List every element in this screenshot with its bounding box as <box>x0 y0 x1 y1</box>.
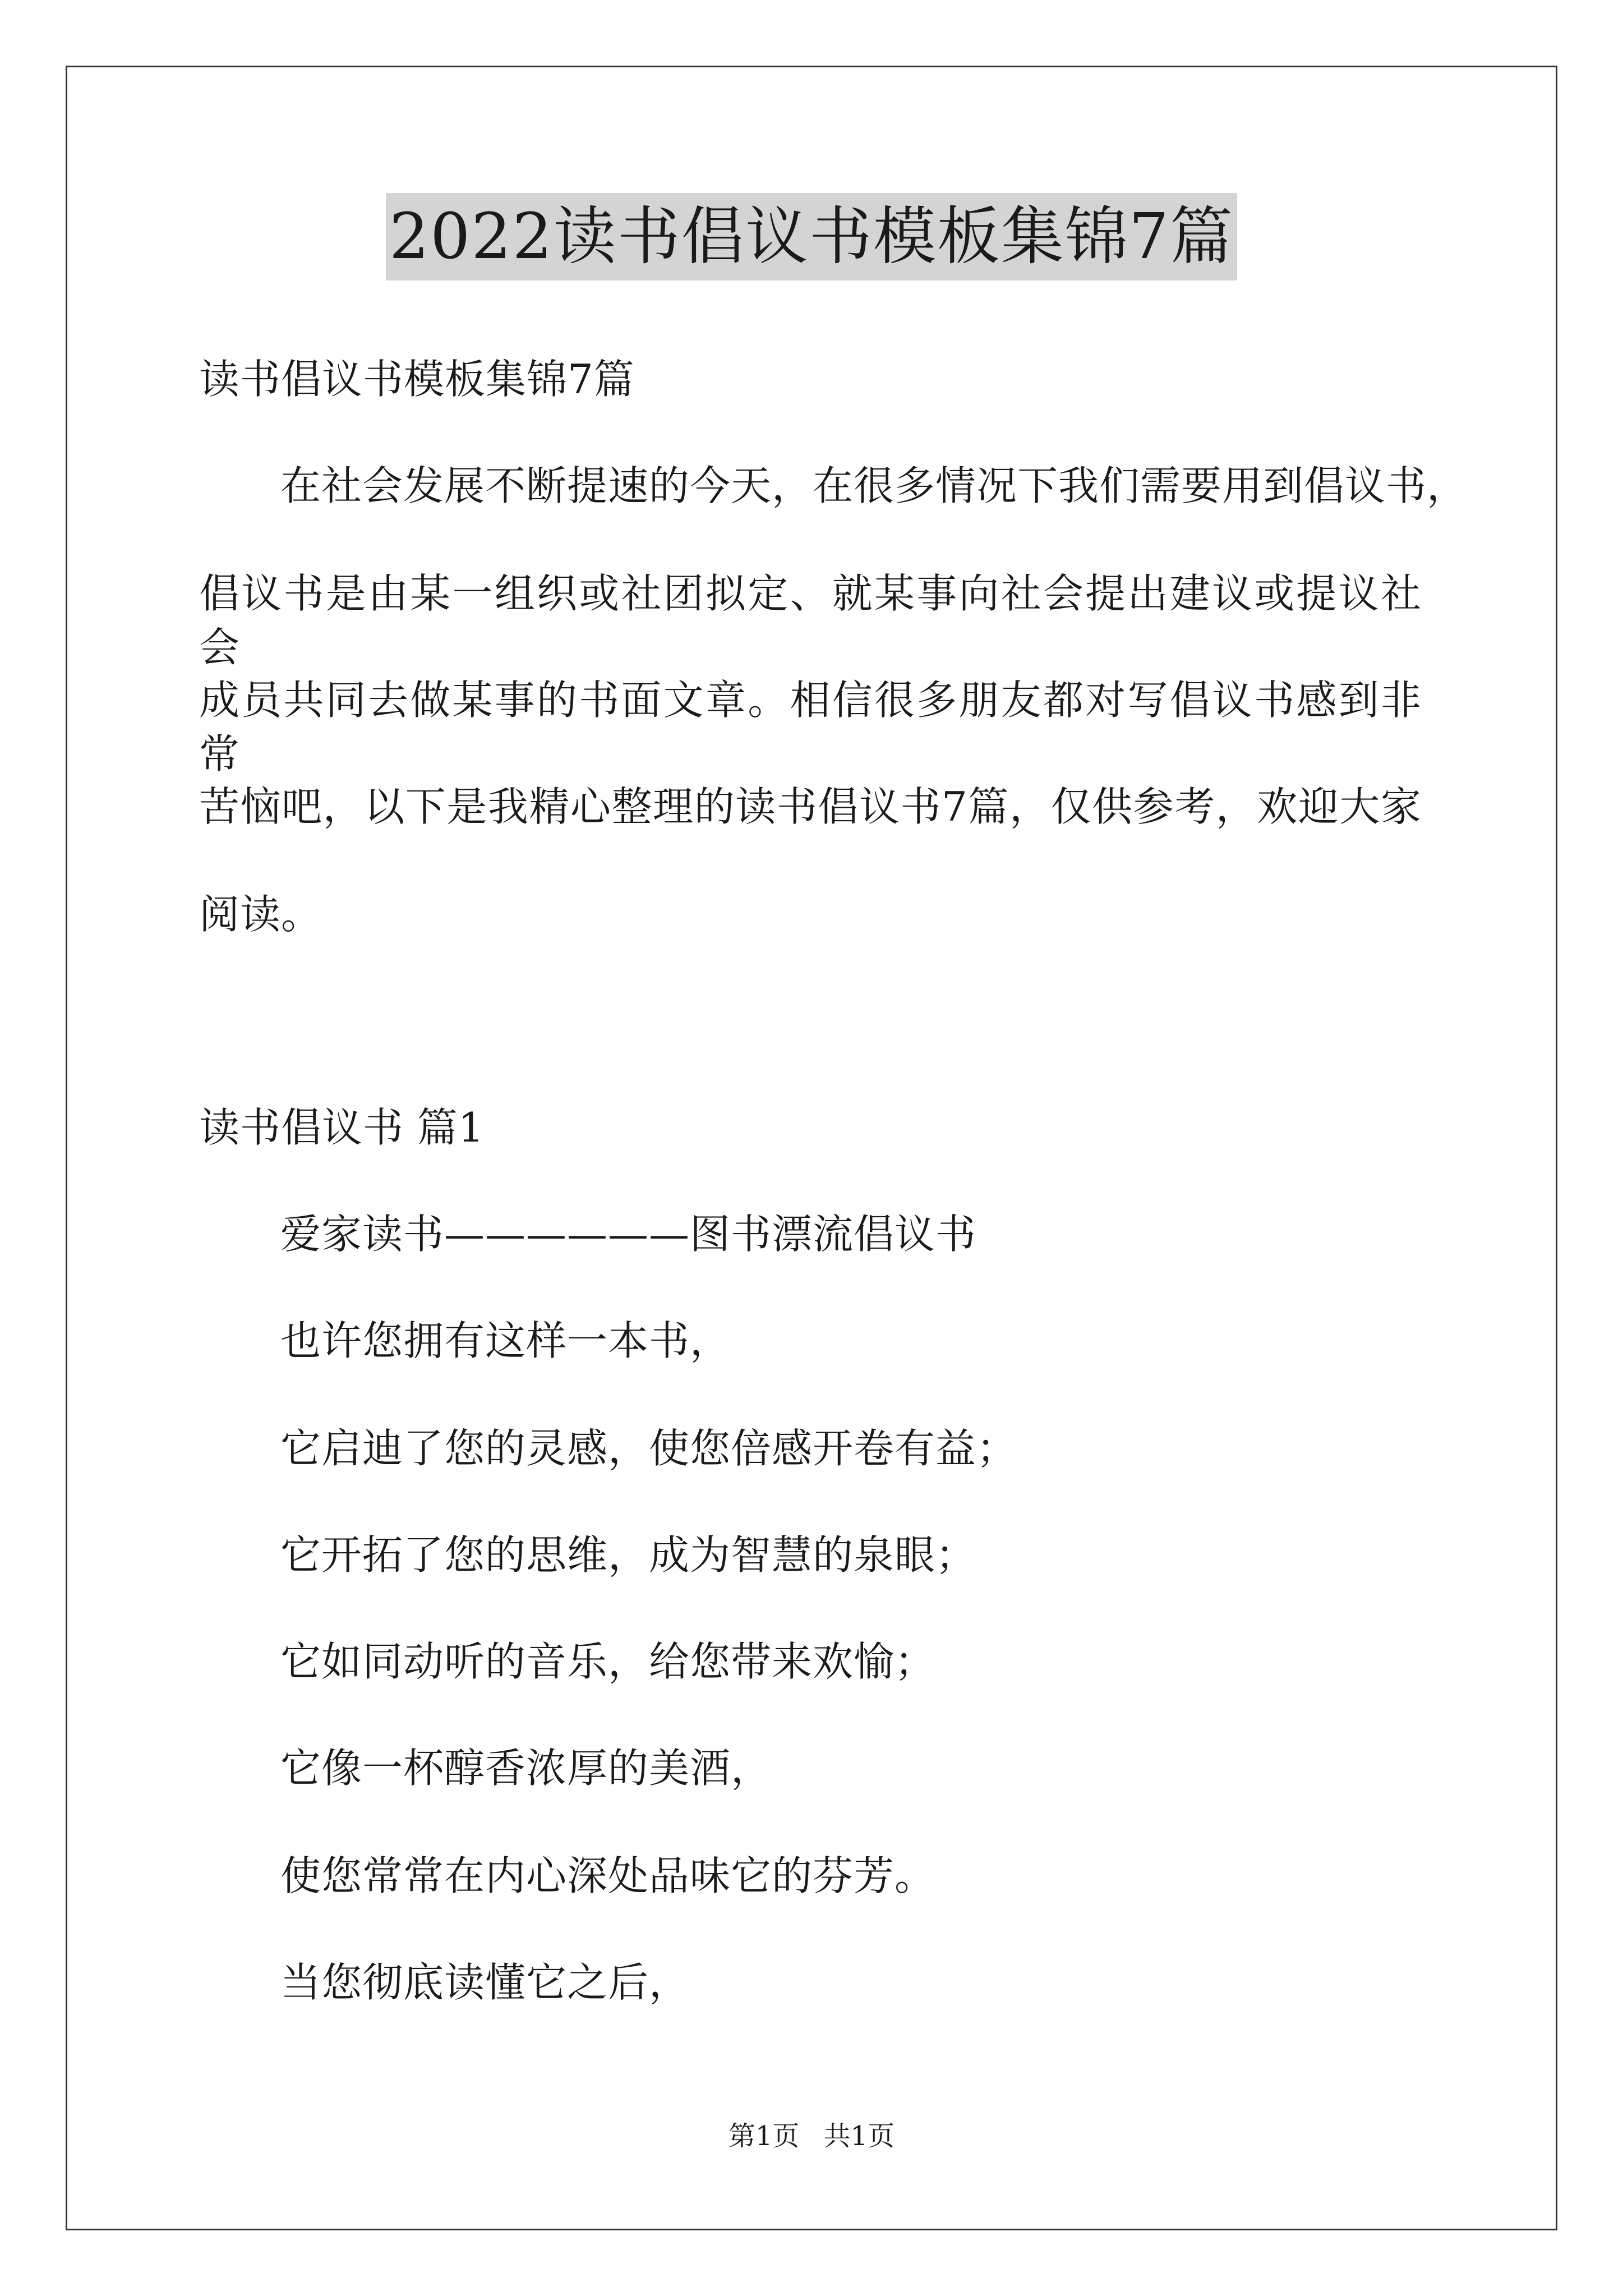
section-line-6: 它像一杯醇香浓厚的美酒， <box>280 1745 772 1792</box>
intro-line-5: 阅读。 <box>199 891 322 938</box>
intro-line-2: 倡议书是由某一组织或社团拟定、就某事向社会提出建议或提议社会 <box>199 570 1422 671</box>
intro-line-1: 在社会发展不断提速的今天，在很多情况下我们需要用到倡议书， <box>280 462 1468 509</box>
section-heading: 读书倡议书 篇1 <box>199 1104 485 1151</box>
page-footer <box>0 2118 1623 2154</box>
section-line-3: 它启迪了您的灵感，使您倍感开卷有益； <box>280 1425 1018 1472</box>
section-line-5: 它如同动听的音乐，给您带来欢愉； <box>280 1638 936 1685</box>
intro-line-4: 苦恼吧，以下是我精心整理的读书倡议书7篇，仅供参考，欢迎大家 <box>199 783 1422 830</box>
title-container <box>0 193 1623 280</box>
page-number-current: 第1页 <box>728 2120 800 2152</box>
section-line-2: 也许您拥有这样一本书， <box>280 1317 731 1364</box>
document-subtitle: 读书倡议书模板集锦7篇 <box>199 356 635 403</box>
section-line-4: 它开拓了您的思维，成为智慧的泉眼； <box>280 1531 977 1579</box>
intro-line-3: 成员共同去做某事的书面文章。相信很多朋友都对写倡议书感到非常 <box>199 677 1422 777</box>
document-title: 2022读书倡议书模板集锦7篇 <box>386 193 1237 280</box>
section-line-7: 使您常常在内心深处品味它的芬芳。 <box>280 1852 936 1899</box>
page-number-total: 共1页 <box>823 2120 895 2152</box>
section-line-1: 爱家读书——————图书漂流倡议书 <box>280 1211 977 1258</box>
section-line-8: 当您彻底读懂它之后， <box>280 1959 690 2006</box>
